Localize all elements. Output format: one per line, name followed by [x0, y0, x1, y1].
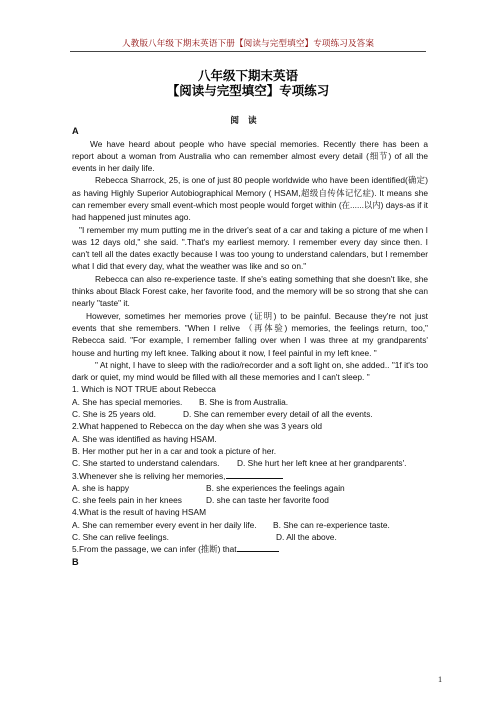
question-1-options-row [72, 408, 428, 420]
passage-a-paragraph: However, sometimes her memories prove (证明) to be painful. Because they're not just events that she remembers. "When I relive （再体验) memories, the feelings return, too," Rebecca said. "For example, I remember falling over when I was three at my grandparents' house and hurting my left knee. Talking about it now, I feel painful in my left knee. " [72, 310, 428, 358]
page-header: 人教版八年级下期末英语下册【阅读与完型填空】专项练习及答案 [121, 39, 375, 49]
option-b: B. Her mother put her in a car and took a picture of her. [72, 445, 277, 456]
question-5-text: 5.From the passage, we can infer (推断) that [72, 544, 237, 555]
question-2-stem: 2.What happened to Rebecca on the day when she was 3 years old [72, 421, 323, 432]
option-b: B. She is from Australia. [199, 396, 289, 407]
option-a: A. She has special memories. [72, 396, 183, 407]
option-a: A. she is happy [72, 482, 130, 493]
passage-content [72, 125, 428, 568]
option-c: C. She is 25 years old. [72, 409, 156, 420]
option-b: B. She can re-experience taste. [273, 519, 390, 530]
option-b: B. she experiences the feelings again [206, 482, 345, 493]
question-3-text: 3.Whenever she is reliving her memories, [72, 470, 226, 481]
option-c: C. she feels pain in her knees [72, 495, 182, 506]
option-a: A. She was identified as having HSAM. [72, 433, 217, 444]
question-1-stem: 1. Which is NOT TRUE about Rebecca [72, 384, 216, 395]
option-a: A. She can remember every event in her daily life. [72, 519, 257, 530]
section-title: 阅读 [230, 116, 266, 126]
question-2-options-row [72, 457, 428, 469]
document-title-line1: 八年级下期末英语 [197, 68, 298, 83]
passage-a-paragraph: " At night, I have to sleep with the radio/recorder and a soft light on, she added.. "1f it's too dark or quiet, my mind would be filled with all these memories and I can't sleep. " [72, 359, 428, 383]
option-d: D. She can remember every detail of all the events. [183, 409, 373, 420]
option-d: D. She hurt her left knee at her grandparents'. [237, 458, 407, 469]
question-4-stem: 4.What is the result of having HSAM [72, 507, 207, 518]
answer-blank[interactable] [226, 470, 283, 479]
question-4-options-row [72, 531, 428, 543]
passage-a-paragraph: We have heard about people who have special memories. Recently there has been a report about a woman from Australia who can remember almost every detail (细节) of all the events in her daily life. [72, 138, 428, 174]
passage-b-letter: B [72, 556, 79, 567]
question-3-stem [72, 470, 428, 482]
document-title-line2: 【阅读与完型填空】专项练习 [166, 83, 330, 98]
option-d: D. she can taste her favorite food [206, 495, 329, 506]
question-4-options-row [72, 519, 428, 531]
question-1-options-row [72, 396, 428, 408]
passage-a-letter: A [72, 126, 79, 136]
question-2-options-row [72, 433, 428, 445]
passage-a-paragraph: "I remember my mum putting me in the driver's seat of a car and taking a picture of me when I was 12 days old," she said. ".That's my earliest memory. I remember every day since then. I can't tell all the dates exactly because I was too young to understand calendars, but I remember what I did that every day, what the weather was like and so on." [72, 224, 428, 272]
passage-a-paragraph: Rebecca can also re-experience taste. If she's eating something that she doesn't like, she thinks about Black Forest cake, her favorite food, and the memory will be so strong that she can nearly "taste" it. [72, 273, 428, 309]
option-c: C. She started to understand calendars. [72, 458, 220, 469]
page-number: 1 [438, 675, 443, 684]
option-d: D. All the above. [276, 532, 337, 542]
answer-blank[interactable] [237, 543, 279, 552]
question-5-stem [72, 543, 428, 555]
question-3-options-row [72, 494, 428, 506]
question-2-options-row [72, 445, 428, 457]
question-3-options-row [72, 482, 428, 494]
header-divider [70, 51, 426, 52]
option-c: C. She can relive feelings. [72, 532, 169, 542]
passage-a-paragraph: Rebecca Sharrock, 25, is one of just 80 people worldwide who have been identified(确定) as having Highly Superior Autobiographical Memory ( HSAM,超级自传体记忆症). It means she can remember every small event-which most people would forget within (在......以内) days-as if it had happened just minutes ago. [72, 175, 428, 223]
